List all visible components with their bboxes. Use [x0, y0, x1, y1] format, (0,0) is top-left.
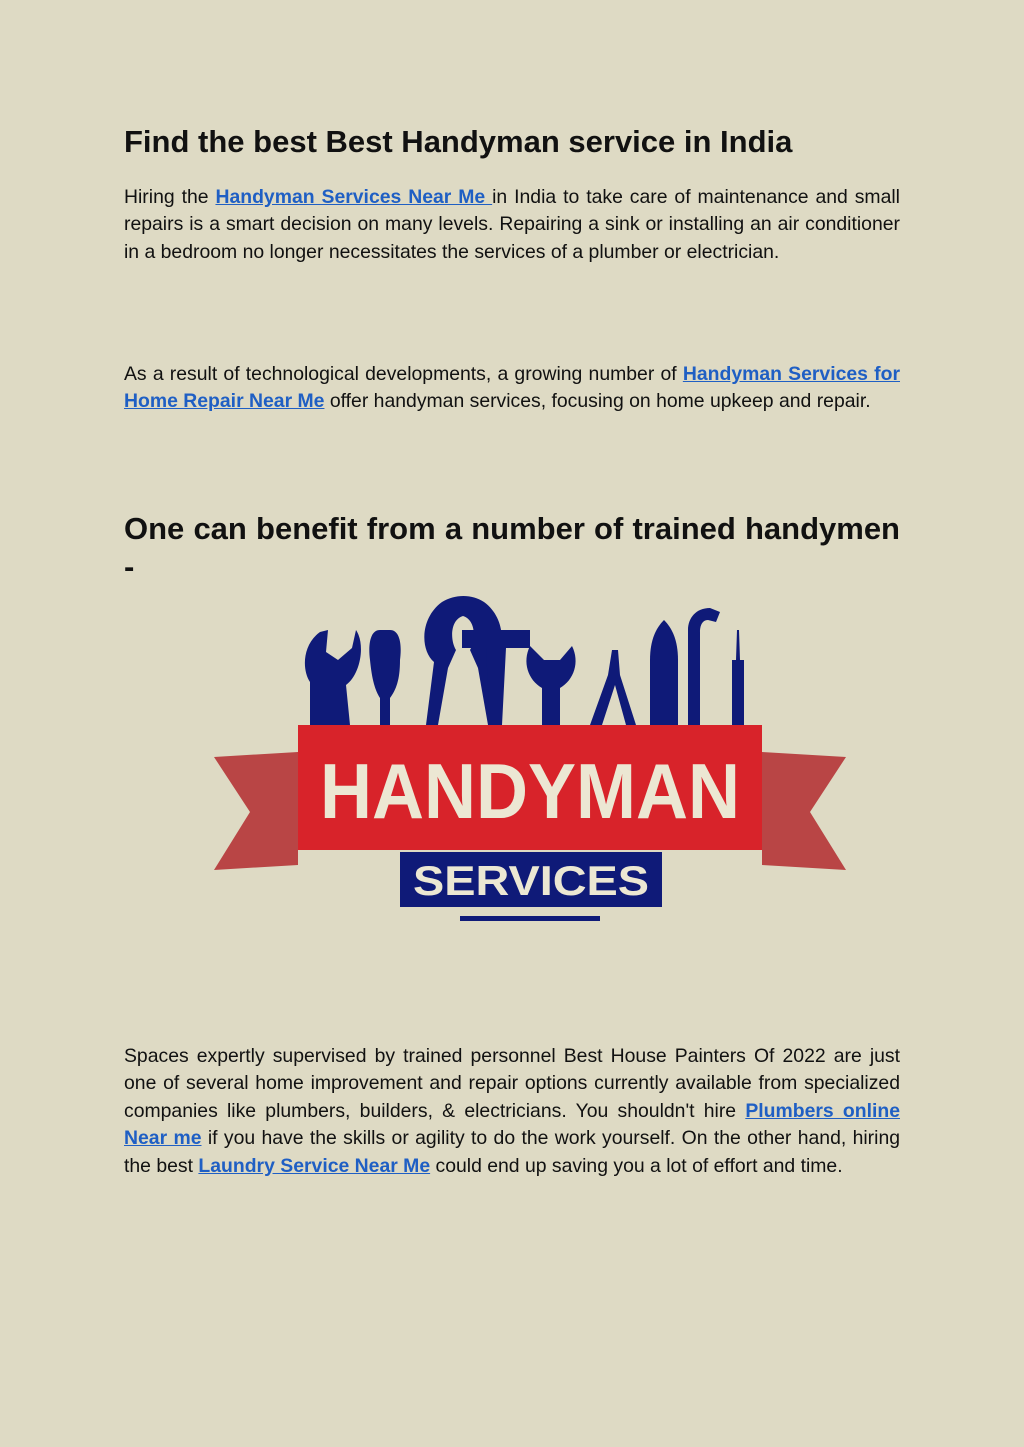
hammer-icon [462, 630, 530, 725]
paragraph-text: As a result of technological developments, a growing number of [124, 363, 683, 385]
plumbers-online-near-me-link[interactable]: Plumbers online Near me [124, 1099, 900, 1150]
paragraph-text: Hiring the [124, 186, 216, 208]
logo-word-services: SERVICES [413, 857, 649, 904]
intro-paragraph [124, 184, 900, 266]
technology-paragraph [124, 361, 900, 416]
crowbar-icon [688, 608, 720, 725]
paragraph-text: Spaces expertly supervised by trained personnel Best House Painters Of 2022 are just one of several home improvement and repair options currently available from specialized companies like plumbers, builders, & electricians. You shouldn't hire [124, 1045, 900, 1122]
wrench-icon [305, 630, 361, 725]
paragraph-text: in India to take care of maintenance and small repairs is a smart decision on many levels. Repairing a sink or installing an air conditioner in a bedroom no longer necessitates the services of a plumber or electrician. [124, 186, 900, 263]
services-paragraph [124, 1043, 900, 1180]
pliers-icon [590, 650, 636, 725]
handyman-services-near-me-link[interactable]: Handyman Services Near Me [215, 186, 493, 208]
soldering-iron-icon [732, 630, 744, 725]
page-title: Find the best Best Handyman service in India [124, 124, 793, 159]
ribbon-left-tail [214, 752, 298, 870]
ribbon-right-tail [762, 752, 846, 870]
laundry-service-near-me-link[interactable]: Laundry Service Near Me [198, 1154, 431, 1177]
chisel-icon [650, 620, 678, 725]
paragraph-text: could end up saving you a lot of effort and time. [430, 1154, 843, 1177]
section-heading: One can benefit from a number of trained handymen - [124, 511, 900, 584]
handyman-services-logo [210, 590, 850, 930]
paragraph-text: offer handyman services, focusing on home upkeep and repair. [324, 390, 871, 413]
spanner-icon [526, 646, 575, 725]
home-repair-near-me-link[interactable]: Handyman Services for Home Repair Near Me [124, 363, 900, 413]
logo-word-handyman: HANDYMAN [320, 747, 740, 835]
logo-underline [460, 916, 600, 921]
paragraph-text: if you have the skills or agility to do the work yourself. On the other hand, hiring the best [124, 1127, 901, 1177]
tools-icon [305, 596, 744, 725]
screwdriver-icon [369, 630, 400, 725]
